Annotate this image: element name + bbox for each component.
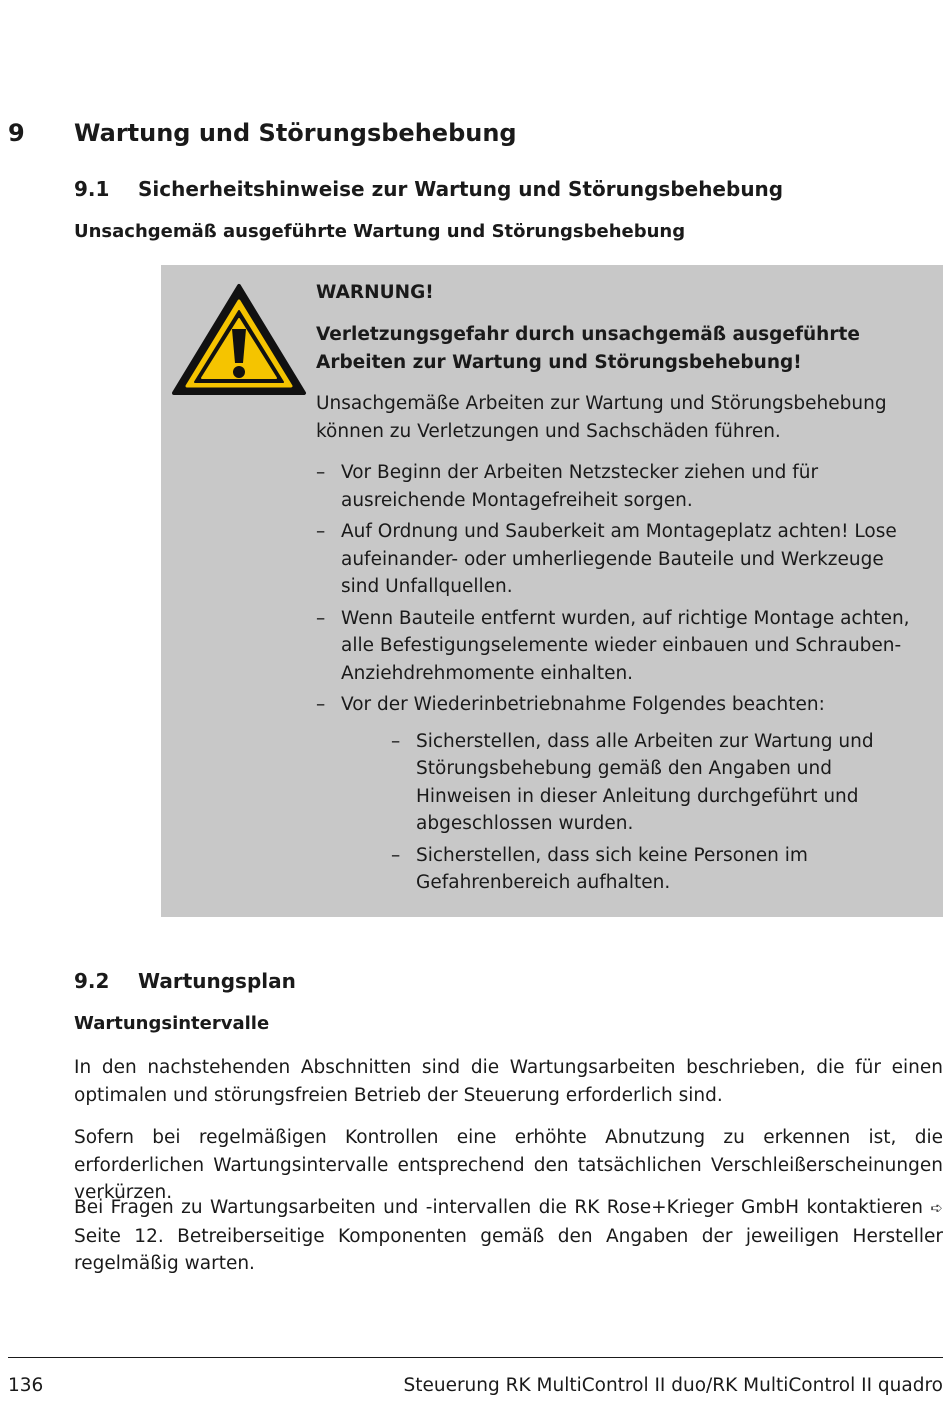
list-item bbox=[316, 691, 926, 897]
warning-sublist bbox=[391, 728, 926, 897]
list-item-text: Vor der Wiederinbetriebnahme Folgendes beachten: bbox=[341, 694, 825, 715]
sublist-item-text: Sicherstellen, dass alle Arbeiten zur Wartung und Störungsbehebung gemäß den Angaben und Hinweisen in dieser Anleitung durchgeführt und abgeschlossen wurden. bbox=[416, 730, 874, 834]
footer-divider bbox=[8, 1357, 943, 1358]
list-item-text: Wenn Bauteile entfernt wurden, auf richtige Montage achten, alle Befestigungselemente wieder einbauen und Schrauben-Anziehdrehmomente einhalten. bbox=[341, 607, 910, 684]
list-item bbox=[316, 518, 926, 601]
list-item-text: Vor Beginn der Arbeiten Netzstecker ziehen und für ausreichende Montagefreiheit sorgen. bbox=[341, 462, 819, 511]
section-number: 9.2 bbox=[74, 969, 110, 993]
subheading: Unsachgemäß ausgeführte Wartung und Störungsbehebung bbox=[74, 221, 686, 242]
paragraph: In den nachstehenden Abschnitten sind die Wartungsarbeiten beschrieben, die für einen optimalen und störungsfreien Betrieb der Steuerung erforderlich sind. bbox=[74, 1057, 943, 1106]
dash-bullet: – bbox=[316, 521, 326, 542]
paragraph-text: Bei Fragen zu Wartungsarbeiten und -intervallen die RK Rose+Krieger GmbH kontaktieren bbox=[74, 1197, 923, 1218]
sublist-item bbox=[391, 842, 926, 897]
sublist-item bbox=[391, 728, 926, 838]
sublist-item-text: Sicherstellen, dass sich keine Personen im Gefahrenbereich aufhalten. bbox=[416, 844, 808, 893]
paragraph: Sofern bei regelmäßigen Kontrollen eine erhöhte Abnutzung zu erkennen ist, die erforderlichen Wartungsintervalle entsprechend den tatsächlichen Verschleißerscheinungen verkürzen. bbox=[74, 1127, 943, 1203]
warning-intro: Unsachgemäße Arbeiten zur Wartung und Störungsbehebung können zu Verletzungen und Sachschäden führen. bbox=[316, 393, 887, 442]
subheading: Wartungsintervalle bbox=[74, 1013, 270, 1034]
list-item bbox=[316, 605, 926, 688]
warning-label: WARNUNG! bbox=[316, 282, 434, 303]
dash-bullet: – bbox=[391, 844, 401, 866]
cross-reference-arrow-icon: ➪ bbox=[930, 1199, 943, 1217]
dash-bullet: – bbox=[316, 462, 326, 483]
chapter-number: 9 bbox=[8, 119, 25, 147]
dash-bullet: – bbox=[391, 730, 401, 752]
warning-list bbox=[316, 459, 926, 901]
warning-triangle-icon bbox=[171, 283, 307, 397]
list-item-text: Auf Ordnung und Sauberkeit am Montageplatz achten! Lose aufeinander- oder umherliegende Bauteile und Werkzeuge sind Unfallquellen. bbox=[341, 521, 897, 597]
section-number: 9.1 bbox=[74, 177, 110, 201]
page-reference-text[interactable]: Seite 12. Betreiberseitige Komponenten gemäß den Angaben der jeweiligen Hersteller regelmäßig warten. bbox=[74, 1225, 943, 1274]
section-title: Wartungsplan bbox=[138, 969, 296, 993]
document-title: Steuerung RK MultiControl II duo/RK MultiControl II quadro bbox=[403, 1375, 943, 1396]
dash-bullet: – bbox=[316, 607, 326, 629]
page-number: 136 bbox=[8, 1375, 44, 1396]
warning-box bbox=[161, 265, 943, 917]
list-item bbox=[316, 459, 926, 514]
paragraph bbox=[74, 1194, 943, 1278]
warning-headline: Verletzungsgefahr durch unsachgemäß ausgeführte Arbeiten zur Wartung und Störungsbehebung! bbox=[316, 324, 860, 373]
section-title: Sicherheitshinweise zur Wartung und Störungsbehebung bbox=[138, 177, 784, 201]
chapter-title: Wartung und Störungsbehebung bbox=[74, 119, 517, 147]
dash-bullet: – bbox=[316, 694, 326, 715]
